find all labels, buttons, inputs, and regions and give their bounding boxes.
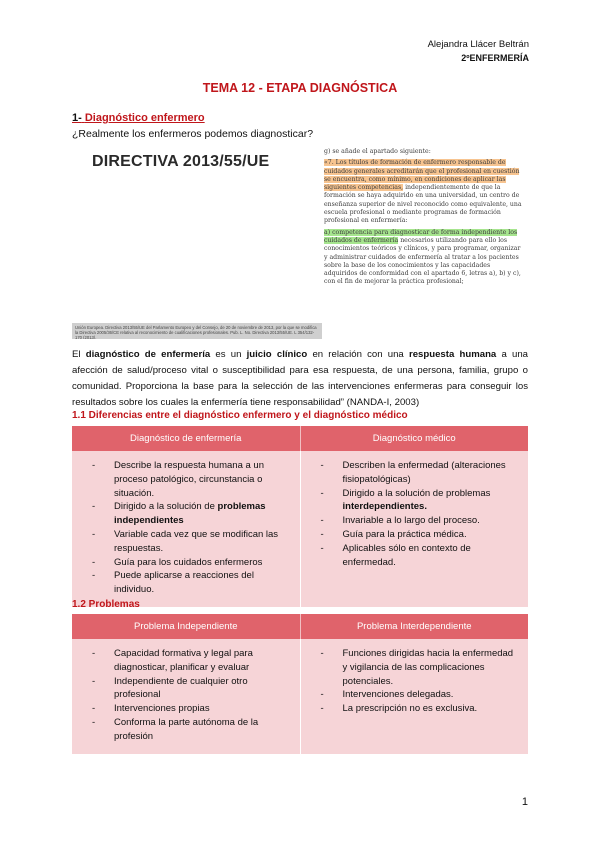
section-1-2-heading: 1.2 Problemas — [72, 599, 140, 610]
nursing-diagnosis-cell — [72, 451, 300, 607]
highlight-green: a) competencia para diagnosticar de forma independiente los cuidados de enfermería — [324, 228, 518, 244]
list-item: - Aplicables sólo en contexto de enfermedad. — [321, 542, 515, 570]
interdependent-cell — [300, 639, 528, 754]
directive-title: DIRECTIVA 2013/55/UE — [92, 153, 270, 170]
problems-table — [72, 614, 528, 754]
list-item: - Intervenciones propias — [92, 702, 286, 716]
list-item — [321, 487, 515, 515]
highlight-orange: «7. Los títulos de formación de enfermero responsable de cuidados generales acreditarán que el profesional en cuestión se encuentra, como mínimo, en condiciones de aplicar las siguientes competencias, — [324, 159, 520, 192]
page-number: 1 — [521, 796, 528, 808]
item-text: Dirigido a la solución de problemas — [342, 487, 491, 499]
header-author: Alejandra Llácer Beltrán — [427, 39, 529, 50]
excerpt-paragraph-7 — [324, 159, 524, 225]
list-item: - Describe la respuesta humana a un proceso patológico, circunstancia o situación. — [92, 459, 286, 500]
excerpt-a-rest: necesarios utilizando para ello los conocimientos teóricos y clínicos, y para programar, organizar y administrar cuidados de enfermería al tratar a los pacientes sobre la base de los conocimientos y las capacidades adquiridos de conformidad con el apartado 6, letras a), b) y c), con el fin de mejorar la práctica profesional; — [324, 236, 521, 286]
list-item: - Capacidad formativa y legal para diagnosticar, planificar y evaluar — [92, 647, 286, 675]
item-text: Dirigido a la solución de — [114, 501, 218, 513]
list-item: - Conforma la parte autónoma de la profesión — [92, 716, 286, 744]
def-bold-2: juicio clínico — [246, 349, 308, 360]
item-bold: problemas independientes — [114, 501, 266, 527]
def-text-2: es un — [210, 349, 247, 360]
list-item: - Describen la enfermedad (alteraciones fisiopatológicas) — [321, 459, 515, 487]
col-header-interdependent: Problema Interdependiente — [300, 614, 528, 639]
excerpt-7-rest: independientemente de que la formación se haya adquirido en una universidad, un centro de enseñanza superior de nivel reconocido como equivalente, una escuela profesional o mediante programas de formación profesional en enfermería: — [324, 184, 522, 225]
col-header-medical: Diagnóstico médico — [300, 426, 528, 451]
list-item: - Funciones dirigidas hacia la enfermedad y vigilancia de las complicaciones potenciales. — [321, 647, 515, 688]
item-bold: interdependientes. — [342, 501, 427, 513]
directive-excerpt — [324, 148, 524, 334]
section-1-heading — [72, 112, 205, 124]
section-1-title: Diagnóstico enfermero — [84, 112, 205, 124]
list-item — [92, 500, 286, 528]
list-item: - Intervenciones delegadas. — [321, 688, 515, 702]
list-item: - Puede aplicarse a reacciones del individuo. — [92, 569, 286, 597]
def-text-3: en relación con una — [307, 349, 409, 360]
list-item: - Invariable a lo largo del proceso. — [321, 514, 515, 528]
list-item: - Independiente de cualquier otro profesional — [92, 675, 286, 703]
list-item: - Guía para la práctica médica. — [321, 528, 515, 542]
list-item: - Guía para los cuidados enfermeros — [92, 556, 286, 570]
independent-cell — [72, 639, 300, 754]
def-text-1: El — [72, 349, 86, 360]
section-1-number: 1- — [72, 112, 82, 124]
def-bold-3: respuesta humana — [408, 349, 497, 360]
page-title: TEMA 12 - ETAPA DIAGNÓSTICA — [202, 81, 398, 95]
section-1-1-heading: 1.1 Diferencias entre el diagnóstico enfermero y el diagnóstico médico — [72, 410, 408, 421]
def-text-4: a una afección de salud/proceso vital o susceptibilidad para esa respuesta, de una persona, familia, grupo o comunidad. Proporciona la base para la selección de las intervenciones enfermeras para conseguir los resultados sobre los cuales la enfermería tiene responsabilidad” (NANDA-I, 2003) — [72, 349, 529, 408]
definition-paragraph — [72, 347, 528, 411]
excerpt-intro: g) se añade el apartado siguiente: — [324, 148, 431, 155]
col-header-independent: Problema Independiente — [72, 614, 300, 639]
header-course: 2ºENFERMERÍA — [461, 53, 529, 63]
list-item: - La prescripción no es exclusiva. — [321, 702, 515, 716]
excerpt-paragraph-a — [324, 229, 524, 287]
section-1-question: ¿Realmente los enfermeros podemos diagnosticar? — [72, 128, 314, 140]
col-header-nursing: Diagnóstico de enfermería — [72, 426, 300, 451]
list-item: - Variable cada vez que se modifican las respuestas. — [92, 528, 286, 556]
directive-caption: Unión Europea. Directiva 2013/55/UE del Parlamento Europeo y del Consejo, de 20 de noviembre de 2013, por la que se modifica la Directiva 2005/36/CE relativa al reconocimiento de cualificaciones profesionales. Pub. L. No. Directiva 2013/55/UE. L 354/132-170 (2013). — [72, 323, 322, 339]
differences-table — [72, 426, 528, 607]
def-bold-1: diagnóstico de enfermería — [85, 349, 211, 360]
medical-diagnosis-cell — [300, 451, 528, 607]
